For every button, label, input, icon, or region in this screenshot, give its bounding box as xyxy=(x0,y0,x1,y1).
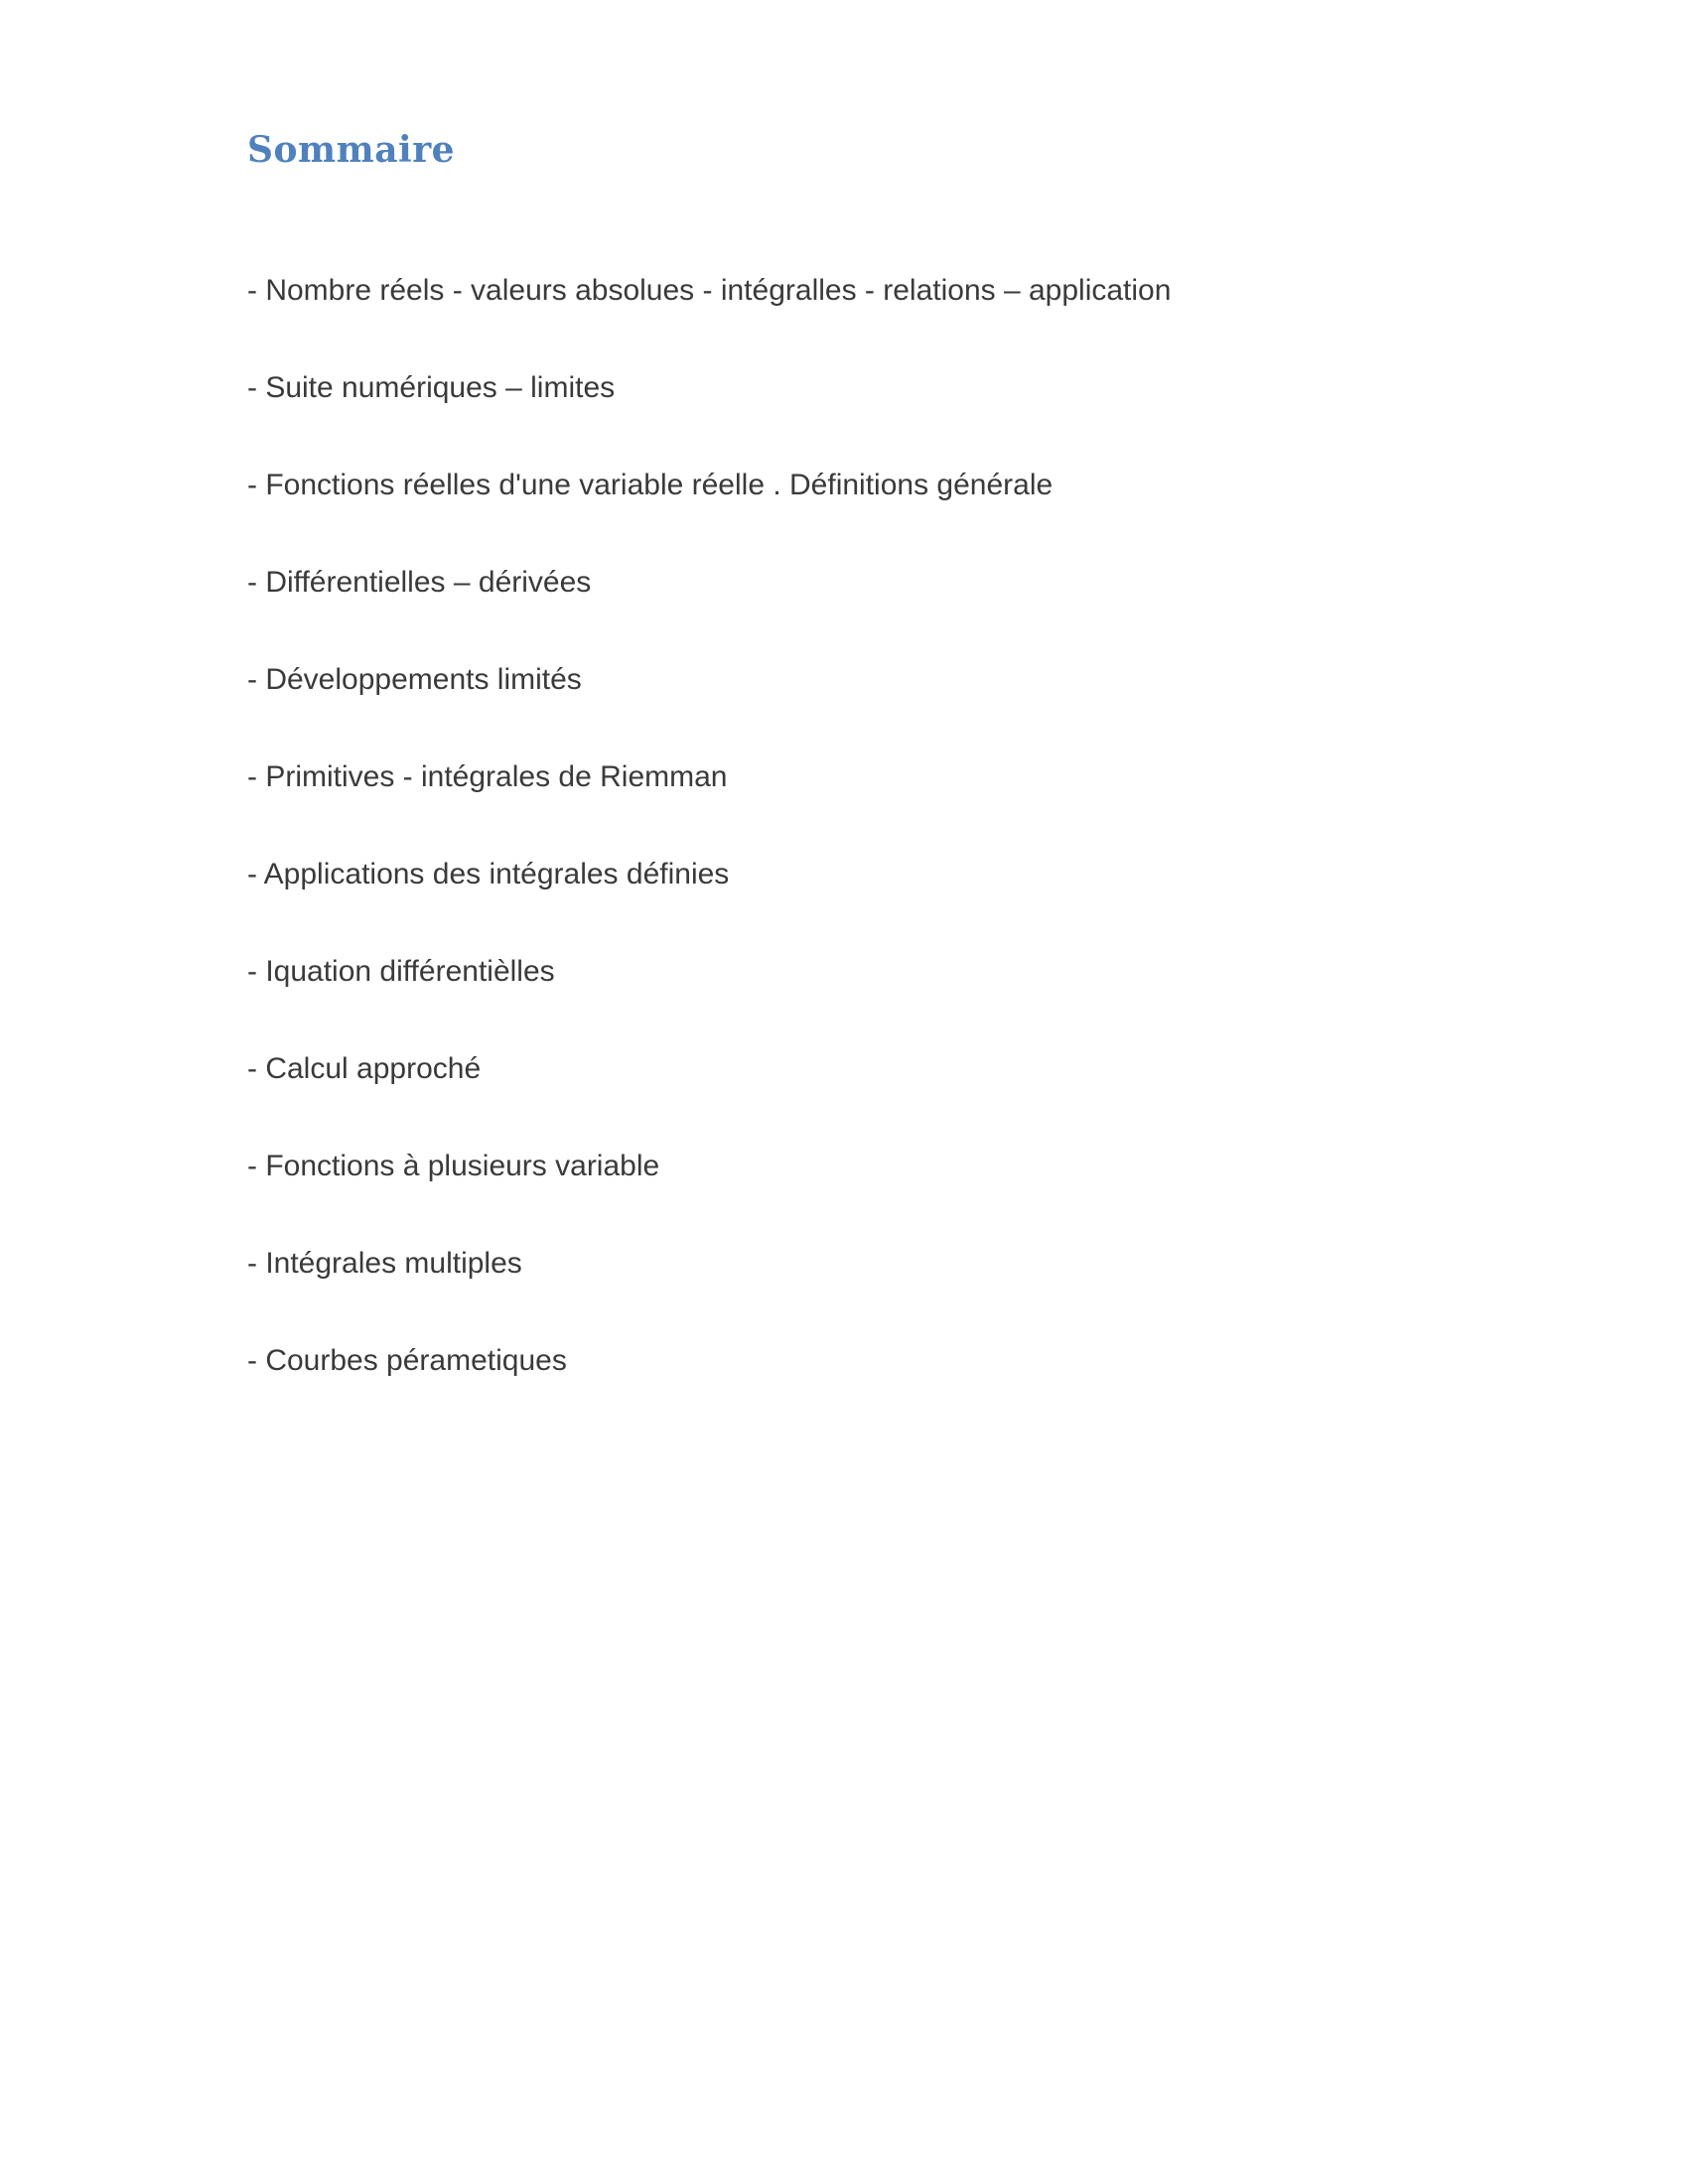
toc-item: - Nombre réels - valeurs absolues - intégralles - relations – application xyxy=(247,274,1172,307)
toc-item: - Suite numériques – limites xyxy=(247,371,616,404)
toc-item: - Fonctions réelles d'une variable réelle . Définitions générale xyxy=(247,469,1054,501)
toc-item: - Applications des intégrales définies xyxy=(247,858,730,890)
toc-item: - Iquation différentièlles xyxy=(247,955,555,988)
toc-item: - Calcul approché xyxy=(247,1052,482,1085)
toc-item: - Primitives - intégrales de Riemman xyxy=(247,760,728,793)
toc-item: - Fonctions à plusieurs variable xyxy=(247,1150,660,1182)
toc-item: - Développements limités xyxy=(247,663,582,696)
toc-item: - Intégrales multiples xyxy=(247,1247,522,1280)
table-of-contents xyxy=(247,269,1171,1436)
toc-item: - Courbes pérametiques xyxy=(247,1344,567,1377)
toc-item: - Différentielles – dérivées xyxy=(247,566,592,599)
page-title: Sommaire xyxy=(247,129,456,171)
